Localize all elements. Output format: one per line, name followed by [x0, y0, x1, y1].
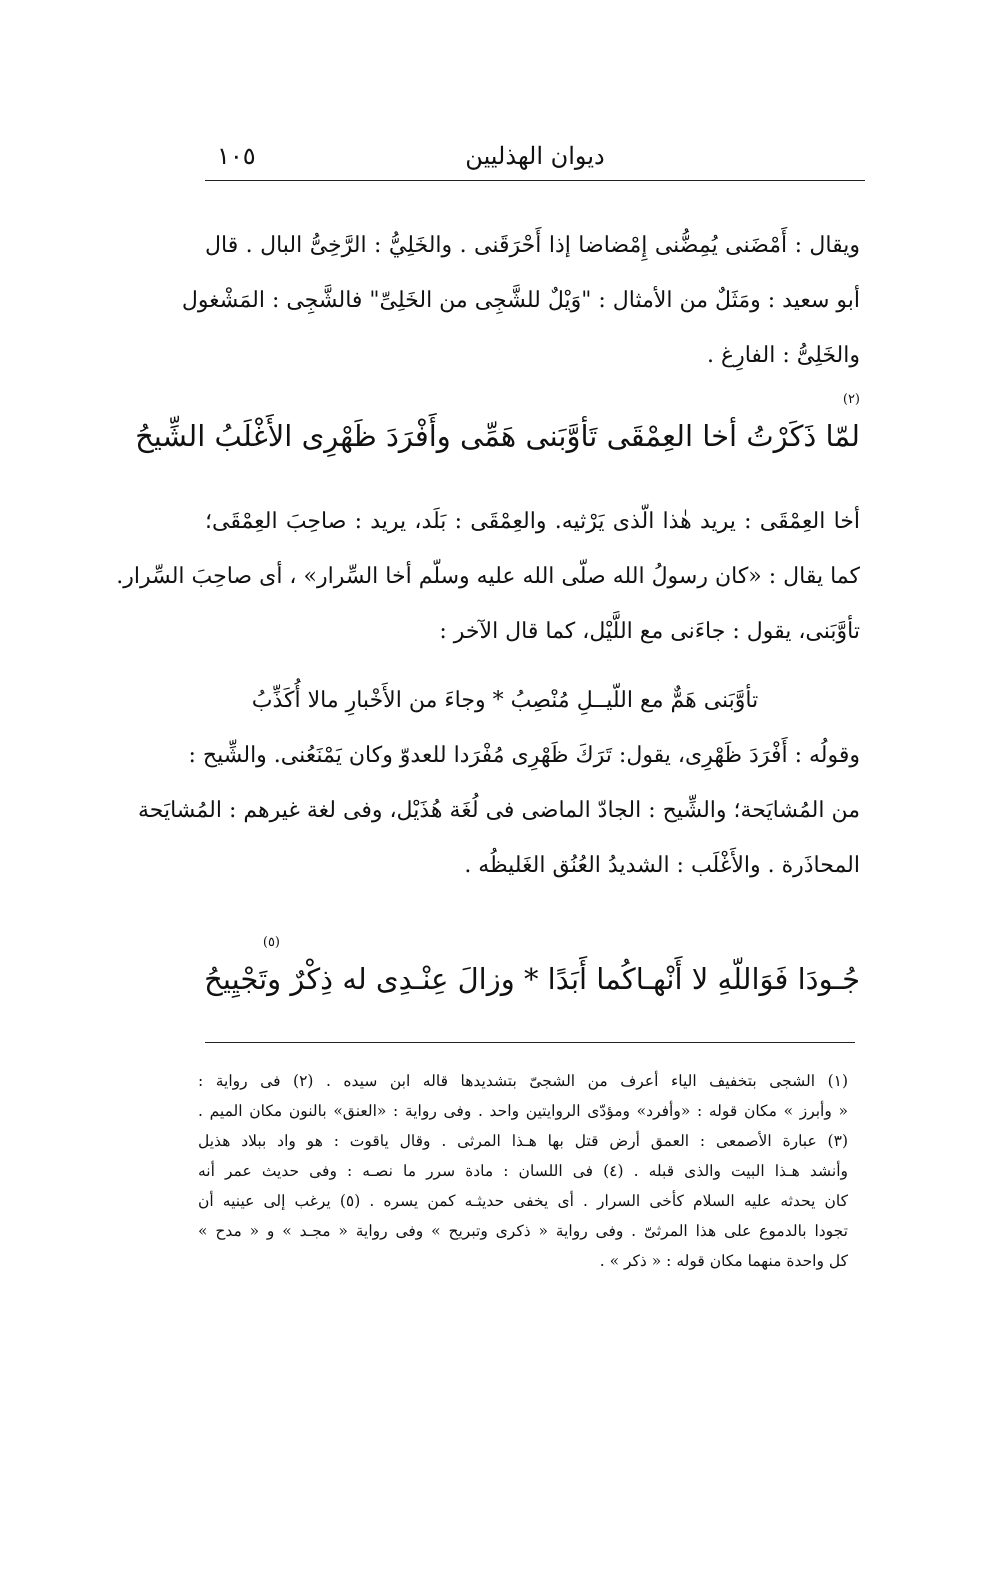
paragraph-1-line-1: ويقال : أَمْضَنى يُمِضُّنى إِمْضاضا إذا أَحْرَقَنى . والخَلِيُّ : الرَّخِىُّ البال . قال [205, 233, 860, 258]
footnote-line-4: وأنشد هـذا البيت والذى قبله . (٤) فى اللسان : مادة سرر ما نصـه : وفى حديث عمر أنه [198, 1162, 848, 1180]
verse-2 [205, 935, 860, 1009]
footnote-line-7: كل واحدة منهما مكان قوله : « ذكر » . [599, 1252, 848, 1270]
page-number: ١٠٥ [217, 142, 256, 170]
paragraph-3-line-3: المحاذَرة . والأَغْلَب : الشديدُ العُنُق الغَليظُه . [464, 853, 860, 878]
verse-1 [135, 392, 860, 466]
quoted-verse [205, 676, 835, 726]
paragraph-3-line-2: من المُشايَحة؛ والشِّيح : الجادّ الماضى فى لُغَة هُذَيْل، وفى لغة غيرهم : المُشايَحة [137, 798, 860, 823]
paragraph-2-line-1: أخا العِمْقَى : يريد هٰذا الّذى يَرْثيه. والعِمْقَى : بَلَد، يريد : صاحِبَ العِمْقَى؛ [205, 509, 860, 534]
paragraph-2-line-3: تأوَّبَنى، يقول : جاءَنى مع اللَّيْل، كما قال الآخر : [439, 619, 860, 644]
paragraph-3-line-1: وقولُه : أَفْرَدَ ظَهْرِى، يقول: تَرَكَ ظَهْرِى مُفْرَدا للعدوّ وكان يَمْنَعُنى. والشِّيح : [188, 743, 860, 768]
footnote-line-2: « وأبرز » مكان قوله : «وأفرد» ومؤدّى الروايتين واحد . وفى رواية : «العنق» بالنون مكان الميم . [198, 1102, 848, 1120]
verse-1-marker: (٢) [842, 392, 860, 407]
verse-2-marker: (٥) [262, 935, 280, 950]
footnote-line-6: تجودا بالدموع على هذا المرثىّ . وفى رواية « ذكرى وتبريح » وفى رواية « مجـد » و « مدح » [198, 1222, 848, 1240]
footnote-line-5: كان يحدثه عليه السلام كأخى السرار . أى يخفى حديثـه كمن يسره . (٥) يرغب إلى عينيه أن [198, 1192, 848, 1210]
paragraph-1 [181, 218, 860, 383]
quoted-verse-text: تأوَّبَنى هَمٌّ مع اللّيــلِ مُنْصِبُ * وجاءَ من الأَخْبارِ مالا أُكَذِّبُ [251, 688, 759, 713]
book-title: ديوان الهذليين [465, 142, 605, 170]
paragraph-1-line-3: والخَلِىُّ : الفارِغ . [706, 343, 860, 368]
footnote-line-3: (٣) عبارة الأصمعى : العمق أرض قتل بها هـذا المرثى . وقال ياقوت : هو واد ببلاد هذيل [198, 1132, 848, 1150]
footnote-line-1: (١) الشجى بتخفيف الياء أعرف من الشجىّ بتشديدها قاله ابن سيده . (٢) فى رواية : [198, 1072, 849, 1090]
footnote-separator [205, 1042, 855, 1043]
footnotes [198, 1066, 848, 1276]
paragraph-2-line-2: كما يقال : «كان رسولُ الله صلّى الله عليه وسلّم أخا السِّرار» ، أى صاحِبَ السِّرار. [116, 564, 860, 589]
paragraph-3 [137, 728, 860, 893]
verse-1-text: لمّا ذَكَرْتُ أخا العِمْقَى تَأوَّبَنى هَمِّى وأَفْرَدَ ظَهْرِى الأَغْلَبُ الشِّيحُ [135, 419, 860, 453]
running-header [205, 138, 865, 181]
paragraph-2 [116, 494, 860, 659]
paragraph-1-line-2: أبو سعيد : ومَثَلٌ من الأمثال : "وَيْلٌ للشَّجِى من الخَلِىِّ" فالشَّجِى : المَشْغول [181, 288, 860, 313]
verse-2-text: جُـودَا فَوَاللّهِ لا أَنْهـاكُما أَبَدًا * وزالَ عِنْـدِى له ذِكْرٌ وتَجْيِيحُ [204, 962, 860, 996]
